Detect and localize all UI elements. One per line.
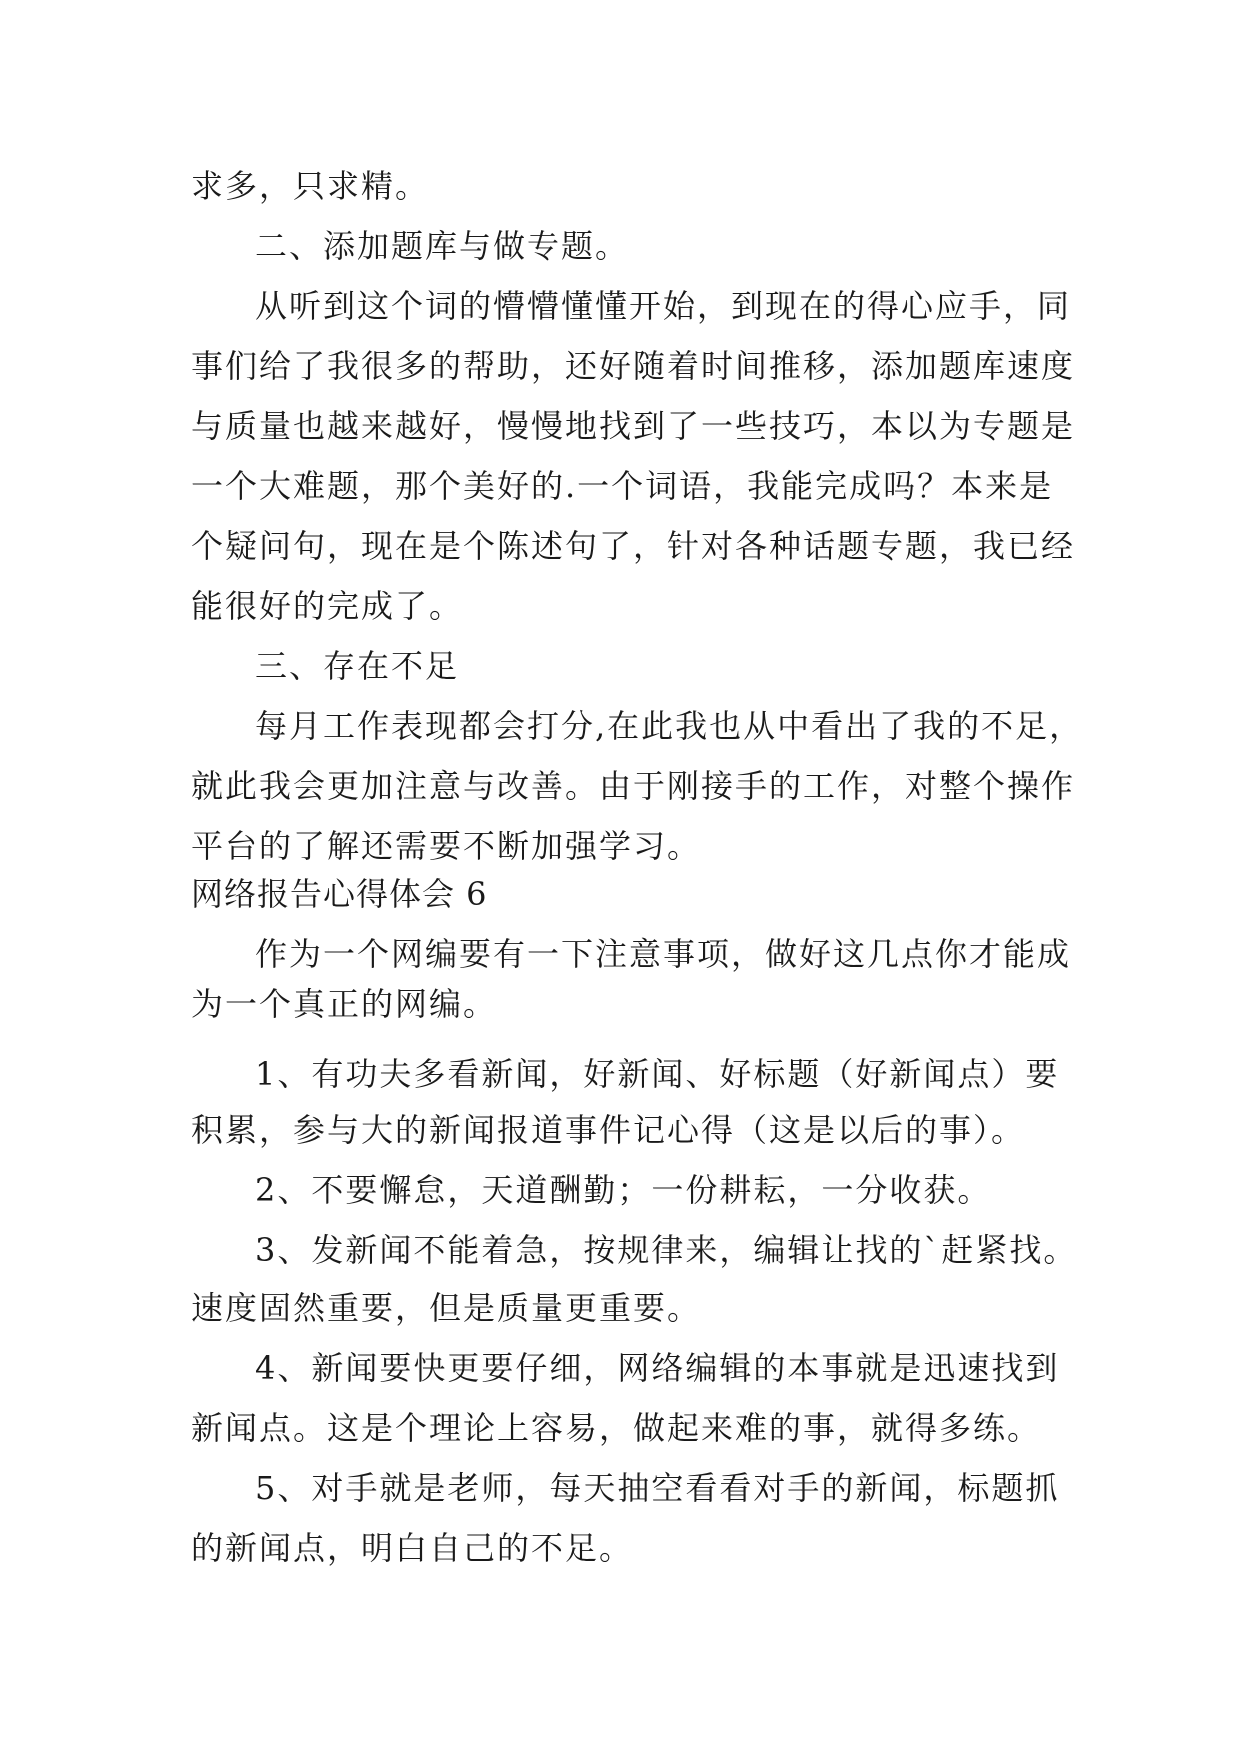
paragraph-line: 事们给了我很多的帮助，还好随着时间推移，添加题库速度 — [191, 347, 1076, 385]
paragraph-line: 作为一个网编要有一下注意事项，做好这几点你才能成 — [255, 935, 1072, 973]
paragraph-line: 为一个真正的网编。 — [191, 985, 498, 1023]
paragraph-line: 每月工作表现都会打分,在此我也从中看出了我的不足， — [255, 707, 1084, 745]
paragraph-line: 求多，只求精。 — [191, 167, 430, 205]
list-item-line: 1、有功夫多看新闻，好新闻、好标题（好新闻点）要 — [255, 1055, 1060, 1093]
list-item-line: 积累，参与大的新闻报道事件记心得（这是以后的事）。 — [191, 1111, 1026, 1149]
paragraph-line: 一个大难题，那个美好的.一个词语，我能完成吗？本来是 — [191, 467, 1054, 505]
section-heading: 二、添加题库与做专题。 — [255, 227, 630, 265]
paragraph-line: 与质量也越来越好，慢慢地找到了一些技巧，本以为专题是 — [191, 407, 1076, 445]
paragraph-line: 个疑问句，现在是个陈述句了，针对各种话题专题，我已经 — [191, 527, 1076, 565]
list-item-line: 速度固然重要，但是质量更重要。 — [191, 1289, 702, 1327]
paragraph-line: 平台的了解还需要不断加强学习。 — [191, 827, 702, 865]
list-item-line: 3、发新闻不能着急，按规律来，编辑让找的`赶紧找。 — [255, 1231, 1078, 1269]
paragraph-line: 从听到这个词的懵懵懂懂开始，到现在的得心应手，同 — [255, 287, 1072, 325]
article-title: 网络报告心得体会 6 — [191, 875, 488, 913]
paragraph-line: 能很好的完成了。 — [191, 587, 464, 625]
section-heading: 三、存在不足 — [255, 647, 460, 685]
list-item-line: 新闻点。这是个理论上容易，做起来难的事，就得多练。 — [191, 1409, 1042, 1447]
list-item-line: 5、对手就是老师，每天抽空看看对手的新闻，标题抓 — [255, 1469, 1060, 1507]
paragraph-line: 就此我会更加注意与改善。由于刚接手的工作，对整个操作 — [191, 767, 1076, 805]
list-item-line: 的新闻点，明白自己的不足。 — [191, 1529, 634, 1567]
list-item-line: 4、新闻要快更要仔细，网络编辑的本事就是迅速找到 — [255, 1349, 1060, 1387]
list-item-line: 2、不要懈怠，天道酬勤；一份耕耘，一分收获。 — [255, 1171, 992, 1209]
